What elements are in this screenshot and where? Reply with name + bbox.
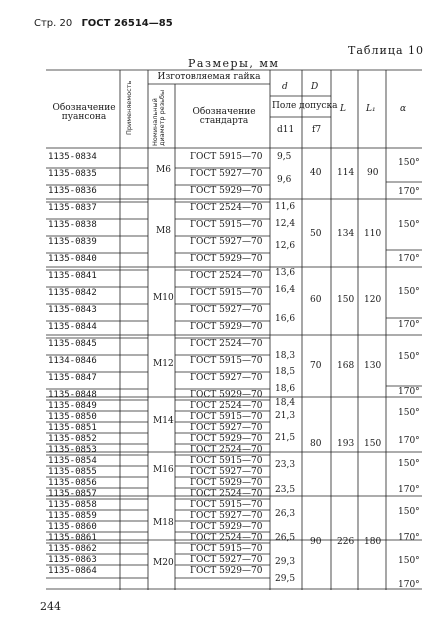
- col-designation: Обозначение пуансона: [52, 103, 116, 122]
- col-D: D: [311, 82, 319, 92]
- standard-designation: ГОСТ 2524—70: [190, 533, 263, 543]
- punch-code: 1135-0860: [48, 522, 97, 532]
- punch-code: 1135-0842: [48, 288, 97, 298]
- col-f7: f7: [312, 125, 322, 135]
- standard-designation: ГОСТ 2524—70: [190, 339, 263, 349]
- standard-designation: ГОСТ 2524—70: [190, 401, 263, 411]
- standard-designation: ГОСТ 5929—70: [190, 322, 263, 332]
- D-value: 40: [310, 168, 322, 178]
- alpha-value: 150°: [398, 408, 420, 418]
- punch-code: 1135-0847: [48, 373, 97, 383]
- diameter-m14: М14: [153, 416, 174, 426]
- L-value: 114: [337, 168, 355, 178]
- L1-value: 110: [364, 229, 382, 239]
- L-value: 193: [337, 439, 355, 449]
- col-alpha: α: [400, 104, 407, 114]
- standard-number: ГОСТ 26514—85: [81, 18, 173, 29]
- L1-value: 90: [367, 168, 379, 178]
- standard-designation: ГОСТ 5929—70: [190, 390, 263, 400]
- alpha-value: 170°: [398, 320, 420, 330]
- punch-code: 1135-0864: [48, 566, 97, 576]
- d-value: 23,5: [275, 485, 296, 495]
- punch-code: 1135-0858: [48, 500, 97, 510]
- standard-designation: ГОСТ 2524—70: [190, 489, 263, 499]
- punch-code: 1135-0848: [48, 390, 97, 400]
- standard-designation: ГОСТ 5915—70: [190, 412, 263, 422]
- d-value: 18,6: [275, 384, 296, 394]
- page-number: 244: [40, 600, 61, 613]
- table-number: Таблица 10: [348, 44, 424, 57]
- D-value: 80: [310, 439, 322, 449]
- col-d11: d11: [277, 125, 295, 135]
- punch-code: 1135-0859: [48, 511, 97, 521]
- alpha-value: 150°: [398, 158, 420, 168]
- standard-designation: ГОСТ 5929—70: [190, 434, 263, 444]
- d-value: 18,3: [275, 351, 296, 361]
- d-value: 9,5: [277, 152, 292, 162]
- alpha-value: 170°: [398, 485, 420, 495]
- standard-designation: ГОСТ 5915—70: [190, 544, 263, 554]
- col-standard-designation: Обозначение стандарта: [192, 107, 256, 126]
- page-prefix: Стр. 20: [34, 18, 73, 29]
- d-value: 29,3: [275, 557, 296, 567]
- standard-designation: ГОСТ 5927—70: [190, 169, 263, 179]
- col-d: d: [282, 82, 288, 92]
- alpha-value: 150°: [398, 556, 420, 566]
- L-value: 168: [337, 361, 355, 371]
- diameter-m6: М6: [156, 165, 171, 175]
- alpha-value: 170°: [398, 436, 420, 446]
- d-value: 12,4: [275, 219, 296, 229]
- standard-designation: ГОСТ 2524—70: [190, 203, 263, 213]
- L1-value: 180: [364, 537, 382, 547]
- L-value: 150: [337, 295, 355, 305]
- col-gauge-group: Изготовляемая гайка: [157, 72, 261, 82]
- alpha-value: 150°: [398, 287, 420, 297]
- alpha-value: 170°: [398, 254, 420, 264]
- d-value: 11,6: [275, 202, 296, 212]
- standard-designation: ГОСТ 5915—70: [190, 152, 263, 162]
- standard-designation: ГОСТ 5927—70: [190, 555, 263, 565]
- alpha-value: 170°: [398, 387, 420, 397]
- standard-designation: ГОСТ 5927—70: [190, 467, 263, 477]
- d-value: 29,5: [275, 574, 296, 584]
- d-value: 18,5: [275, 367, 296, 377]
- L1-value: 130: [364, 361, 382, 371]
- punch-code: 1135-0839: [48, 237, 97, 247]
- punch-code: 1134-0846: [48, 356, 97, 366]
- standard-designation: ГОСТ 5927—70: [190, 237, 263, 247]
- standard-designation: ГОСТ 5929—70: [190, 522, 263, 532]
- diameter-m18: М18: [153, 518, 174, 528]
- d-value: 26,5: [275, 533, 296, 543]
- punch-code: 1135-0837: [48, 203, 97, 213]
- d-value: 18,4: [275, 398, 296, 408]
- standard-designation: ГОСТ 5929—70: [190, 254, 263, 264]
- punch-code: 1135-0849: [48, 401, 97, 411]
- D-value: 70: [310, 361, 322, 371]
- punch-code: 1135-0838: [48, 220, 97, 230]
- diameter-m10: М10: [153, 293, 174, 303]
- punch-code: 1135-0844: [48, 322, 97, 332]
- col-nominal-diameter: Номинальный диаметр резьбы: [151, 89, 166, 146]
- punch-code: 1135-0845: [48, 339, 97, 349]
- punch-code: 1135-0835: [48, 169, 97, 179]
- punch-code: 1135-0853: [48, 445, 97, 455]
- standard-designation: ГОСТ 5927—70: [190, 423, 263, 433]
- alpha-value: 150°: [398, 220, 420, 230]
- punch-code: 1135-0834: [48, 152, 97, 162]
- standard-designation: ГОСТ 5929—70: [190, 478, 263, 488]
- punch-code: 1135-0863: [48, 555, 97, 565]
- d-value: 26,3: [275, 509, 296, 519]
- punch-code: 1135-0843: [48, 305, 97, 315]
- col-applicability: Применяемость: [125, 80, 133, 136]
- standard-designation: ГОСТ 5915—70: [190, 288, 263, 298]
- d-value: 23,3: [275, 460, 296, 470]
- standard-designation: ГОСТ 2524—70: [190, 445, 263, 455]
- d-value: 12,6: [275, 241, 296, 251]
- col-L: L: [340, 104, 346, 114]
- d-value: 21,5: [275, 433, 296, 443]
- col-tolerance: Поле допуска: [272, 101, 338, 111]
- alpha-value: 170°: [398, 533, 420, 543]
- diameter-m20: М20: [153, 558, 174, 568]
- punch-code: 1135-0836: [48, 186, 97, 196]
- D-value: 50: [310, 229, 322, 239]
- d-value: 9,6: [277, 175, 292, 185]
- L-value: 134: [337, 229, 355, 239]
- table-title: Размеры, мм: [188, 57, 280, 70]
- standard-designation: ГОСТ 5915—70: [190, 220, 263, 230]
- d-value: 16,4: [275, 285, 296, 295]
- punch-code: 1135-0840: [48, 254, 97, 264]
- punch-code: 1135-0850: [48, 412, 97, 422]
- standard-designation: ГОСТ 5929—70: [190, 566, 263, 576]
- standard-designation: ГОСТ 5915—70: [190, 500, 263, 510]
- alpha-value: 150°: [398, 507, 420, 517]
- punch-code: 1135-0841: [48, 271, 97, 281]
- alpha-value: 170°: [398, 580, 420, 590]
- punch-code: 1135-0857: [48, 489, 97, 499]
- d-value: 21,3: [275, 411, 296, 421]
- standard-designation: ГОСТ 5927—70: [190, 305, 263, 315]
- standard-designation: ГОСТ 5929—70: [190, 186, 263, 196]
- standard-designation: ГОСТ 5915—70: [190, 356, 263, 366]
- col-L1: L₁: [366, 104, 376, 114]
- alpha-value: 150°: [398, 352, 420, 362]
- L1-value: 120: [364, 295, 382, 305]
- standard-designation: ГОСТ 2524—70: [190, 271, 263, 281]
- D-value: 90: [310, 537, 322, 547]
- d-value: 13,6: [275, 268, 296, 278]
- L1-value: 150: [364, 439, 382, 449]
- punch-code: 1135-0854: [48, 456, 97, 466]
- punch-code: 1135-0855: [48, 467, 97, 477]
- standard-designation: ГОСТ 5927—70: [190, 373, 263, 383]
- standard-designation: ГОСТ 5915—70: [190, 456, 263, 466]
- L-value: 226: [337, 537, 355, 547]
- diameter-m8: М8: [156, 226, 171, 236]
- punch-code: 1135-0852: [48, 434, 97, 444]
- punch-code: 1135-0862: [48, 544, 97, 554]
- d-value: 16,6: [275, 314, 296, 324]
- punch-code: 1135-0851: [48, 423, 97, 433]
- punch-code: 1135-0856: [48, 478, 97, 488]
- alpha-value: 150°: [398, 459, 420, 469]
- standard-designation: ГОСТ 5927—70: [190, 511, 263, 521]
- diameter-m16: М16: [153, 465, 174, 475]
- diameter-m12: М12: [153, 359, 174, 369]
- D-value: 60: [310, 295, 322, 305]
- punch-code: 1135-0861: [48, 533, 97, 543]
- alpha-value: 170°: [398, 187, 420, 197]
